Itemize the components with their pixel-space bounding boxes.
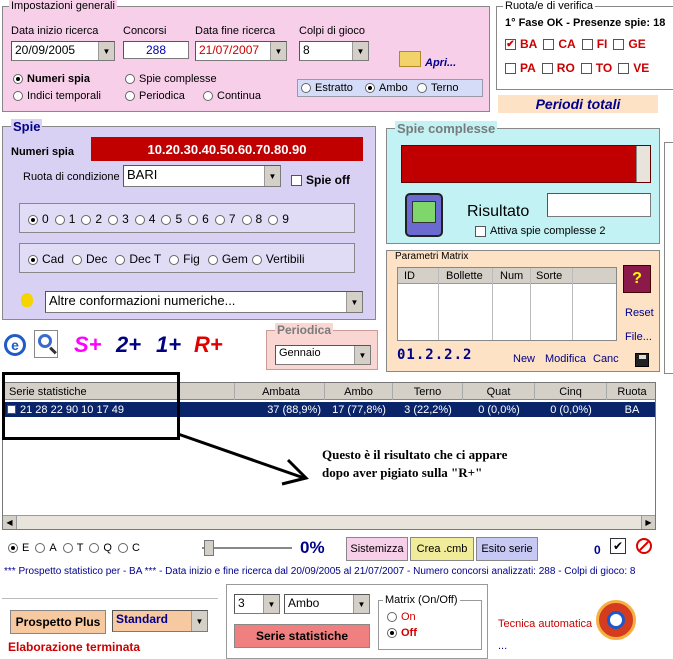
attiva-label: Attiva spie complesse 2 — [490, 225, 606, 237]
sorte-terno[interactable] — [417, 82, 459, 94]
spie-complesse-title: Spie complesse — [397, 121, 496, 136]
modifica-button[interactable]: Modifica — [545, 353, 586, 365]
mode-label: Dec — [86, 252, 108, 266]
mode-label: Cad — [42, 252, 65, 266]
standard-select[interactable] — [112, 610, 208, 632]
spie-off-label: Spie off — [306, 173, 350, 187]
data-inizio-field[interactable] — [11, 41, 115, 61]
two-plus-button[interactable]: 2+ — [116, 332, 142, 357]
one-plus-button[interactable]: 1+ — [156, 332, 182, 357]
s-plus-button[interactable]: S+ — [74, 332, 102, 357]
serie-value: 21 28 22 90 10 17 49 — [20, 403, 124, 416]
ruota-title: Ruota/e di verifica — [505, 0, 594, 12]
row-terno: 3 (22,2%) — [404, 403, 452, 416]
mode-label: Indici temporali — [27, 90, 101, 102]
col-ruota[interactable]: Ruota — [617, 385, 647, 398]
matrix-header: Num — [500, 270, 524, 282]
radio-icon[interactable] — [365, 83, 375, 93]
apri-button[interactable]: Apri... — [425, 57, 457, 69]
col-serie[interactable]: Serie statistiche — [3, 383, 235, 400]
radio-icon[interactable] — [417, 83, 427, 93]
checkbox-icon[interactable] — [618, 63, 629, 74]
chevron-down-icon[interactable]: ▼ — [353, 595, 369, 613]
impostazioni-title: Impostazioni generali — [11, 0, 115, 12]
spie-title: Spie — [13, 119, 41, 134]
wheel-label: FI — [596, 37, 608, 51]
digit-label: 0 — [42, 212, 49, 226]
numeri-spia-value[interactable] — [91, 137, 363, 161]
right-edge-frame — [664, 142, 673, 374]
slider-thumb[interactable] — [204, 540, 214, 556]
chevron-down-icon[interactable]: ▼ — [98, 42, 114, 60]
mode-numeri-spia[interactable] — [13, 73, 90, 85]
save-icon[interactable] — [635, 353, 649, 367]
row-cinq: 0 (0,0%) — [550, 403, 592, 416]
mode-indici-temporali[interactable] — [13, 90, 101, 102]
lightbulb-icon — [21, 293, 33, 307]
wheel-label: GE — [628, 37, 646, 51]
mode-continua[interactable] — [203, 90, 261, 102]
elaborazione-status: Elaborazione terminata — [8, 640, 141, 654]
radio-icon[interactable] — [161, 215, 171, 225]
data-fine-value: 21/07/2007 — [199, 43, 260, 57]
target-icon[interactable] — [596, 600, 636, 640]
wheel-label: PA — [520, 61, 536, 75]
digit-label: 9 — [282, 212, 289, 226]
col-quat[interactable]: Quat — [463, 383, 535, 400]
search-icon[interactable] — [34, 330, 58, 358]
wheel-label: CA — [558, 37, 576, 51]
esito-serie-button[interactable]: Esito serie — [476, 537, 538, 561]
sistemizza-button[interactable]: Sistemizza — [346, 537, 408, 561]
matrix-onoff-title: Matrix (On/Off) — [385, 594, 458, 606]
sorte-label: Terno — [431, 82, 459, 94]
chevron-down-icon[interactable]: ▼ — [346, 292, 362, 312]
num-value: 3 — [238, 596, 245, 610]
col-ambata[interactable]: Ambata — [235, 383, 325, 400]
spie-complesse-panel — [386, 121, 660, 244]
conformazioni-select[interactable] — [45, 291, 363, 313]
pda-icon — [405, 193, 443, 237]
periodica-select[interactable] — [275, 345, 371, 365]
mode-label: Vertibili — [265, 252, 305, 266]
radio-icon[interactable] — [28, 255, 38, 265]
checkbox-icon[interactable] — [581, 63, 592, 74]
wheel-label: TO — [595, 61, 613, 75]
radio-icon[interactable] — [118, 543, 128, 553]
mode-spie-complesse[interactable] — [125, 73, 217, 85]
radio-icon[interactable] — [28, 215, 38, 225]
radio-icon[interactable] — [252, 255, 262, 265]
ruota-condizione-select[interactable] — [123, 165, 281, 187]
radio-icon[interactable] — [63, 543, 73, 553]
tecnica-label: Tecnica automatica — [498, 618, 593, 630]
wheel-label: VE — [633, 61, 650, 75]
tecnica-dots: ... — [498, 640, 508, 652]
annotation-line-2: dopo aver pigiato sulla "R+" — [322, 465, 483, 480]
periodica-title: Periodica — [277, 323, 332, 337]
prospetto-plus-button[interactable]: Prospetto Plus — [10, 610, 106, 634]
mode-periodica[interactable] — [125, 90, 185, 102]
help-book-icon[interactable]: ? — [623, 265, 651, 293]
concorsi-label: Concorsi — [123, 25, 167, 37]
matrix-panel — [386, 250, 660, 372]
colpi-value: 8 — [303, 43, 310, 57]
horizontal-scrollbar[interactable] — [3, 515, 655, 529]
sorte-letter: C — [131, 542, 140, 554]
data-inizio-value: 20/09/2005 — [15, 43, 76, 57]
data-fine-field[interactable] — [195, 41, 287, 61]
on-label: On — [401, 611, 416, 623]
folder-icon[interactable] — [399, 51, 421, 67]
standard-value: Standard — [116, 612, 169, 626]
checkbox-icon[interactable] — [582, 39, 593, 50]
digit-label: 7 — [228, 212, 236, 226]
radio-icon[interactable] — [8, 543, 18, 553]
radio-icon[interactable] — [81, 215, 91, 225]
sorte-letter: Q — [103, 542, 112, 554]
sorte-radio-row — [8, 542, 140, 554]
colpi-label: Colpi di gioco — [299, 25, 366, 37]
digit-label: 5 — [175, 212, 183, 226]
mode-label: Numeri spia — [27, 73, 90, 85]
radio-icon[interactable] — [135, 215, 145, 225]
risultato-label: Risultato — [467, 203, 530, 220]
scroll-right-icon[interactable]: ▶ — [641, 516, 655, 529]
chevron-down-icon[interactable]: ▼ — [354, 346, 370, 364]
matrix-title: Parametri Matrix — [395, 251, 469, 262]
file-button[interactable]: File... — [625, 331, 652, 343]
sorte-ambo[interactable] — [365, 82, 408, 94]
new-button[interactable]: New — [513, 353, 536, 365]
concorsi-field[interactable] — [123, 41, 189, 59]
counter-value: 0 — [594, 543, 601, 557]
spie-complesse-input[interactable] — [401, 145, 651, 183]
num-select[interactable] — [234, 594, 280, 614]
annotation-arrow — [176, 422, 326, 492]
checkbox-icon[interactable] — [291, 175, 302, 186]
sorte-label: Ambo — [379, 82, 408, 94]
radio-icon[interactable] — [89, 543, 99, 553]
radio-icon[interactable] — [203, 91, 213, 101]
radio-icon[interactable] — [125, 91, 135, 101]
digit-label: 3 — [122, 212, 129, 226]
digits-group — [19, 203, 355, 233]
data-fine-label: Data fine ricerca — [195, 25, 276, 37]
wheels-row-2 — [505, 61, 649, 75]
sorte-label: Estratto — [315, 82, 353, 94]
periodica-value: Gennaio — [279, 347, 321, 359]
radio-icon[interactable] — [13, 91, 23, 101]
radio-icon[interactable] — [108, 215, 118, 225]
row-ambo: 17 (77,8%) — [332, 403, 386, 416]
wheel-label: BA — [520, 37, 538, 51]
spie-off-checkbox[interactable] — [291, 173, 350, 187]
conformazioni-value: Altre conformazioni numeriche... — [49, 293, 236, 308]
r-plus-button[interactable]: R+ — [194, 332, 223, 357]
mode-label: Continua — [217, 90, 262, 102]
info-text: *** Prospetto statistico per - BA *** - Data inizio e fine ricerca dal 20/09/2005 al 21/07/2007 - Numero concorsi analizzati: 288 - Colpi di gioco: 8 — [4, 566, 636, 577]
radio-icon[interactable] — [387, 612, 397, 622]
radio-icon[interactable] — [301, 83, 311, 93]
matrix-grid[interactable] — [397, 267, 617, 341]
progress-slider[interactable] — [202, 540, 292, 556]
serie-statistiche-button[interactable]: Serie statistiche — [234, 624, 370, 648]
row-quat: 0 (0,0%) — [478, 403, 520, 416]
row-ambata: 37 (88,9%) — [267, 403, 321, 416]
mode-label: Fig — [183, 252, 200, 266]
progress-percent: 0% — [300, 538, 325, 557]
chevron-down-icon[interactable]: ▼ — [270, 42, 286, 60]
scroll-left-icon[interactable]: ◀ — [3, 516, 17, 529]
sorte-letter: A — [49, 542, 57, 554]
radio-icon[interactable] — [169, 255, 179, 265]
chevron-down-icon[interactable]: ▼ — [263, 595, 279, 613]
digit-label: 1 — [68, 212, 76, 226]
radio-icon[interactable] — [242, 215, 252, 225]
radio-icon[interactable] — [188, 215, 198, 225]
digit-label: 4 — [148, 212, 156, 226]
digit-label: 6 — [202, 212, 209, 226]
mode-label: Gem — [221, 252, 248, 266]
numeri-spia-label: Numeri spia — [11, 146, 74, 158]
chevron-down-icon[interactable]: ▼ — [352, 42, 368, 60]
browser-icon[interactable]: e — [4, 334, 26, 356]
matrix-header: Bollette — [446, 270, 483, 282]
data-inizio-label: Data inizio ricerca — [11, 25, 99, 37]
matrix-header: Sorte — [536, 270, 563, 282]
checkbox-icon[interactable]: ✔ — [506, 39, 515, 51]
ruota-panel — [496, 0, 673, 90]
impostazioni-panel — [2, 0, 490, 112]
radio-icon[interactable] — [13, 74, 23, 84]
reset-button[interactable]: Reset — [625, 307, 654, 319]
sorte-letter: E — [22, 542, 30, 554]
sorte-estratto[interactable] — [301, 82, 353, 94]
mode-label: Dec T — [129, 252, 162, 266]
annotation-line-1: Questo è il risultato che ci appare — [322, 447, 508, 462]
matrix-sequence: 01.2.2.2 — [397, 347, 473, 363]
matrix-header: ID — [404, 270, 415, 282]
matrix-onoff-group — [378, 594, 482, 650]
mode-label: Spie complesse — [139, 73, 217, 85]
digit-label: 8 — [255, 212, 263, 226]
radio-icon[interactable] — [72, 255, 82, 265]
col-terno[interactable]: Terno — [393, 383, 463, 400]
highlight-box — [2, 372, 180, 440]
digit-label: 2 — [95, 212, 103, 226]
row-ruota: BA — [624, 403, 640, 416]
radio-icon[interactable] — [387, 628, 397, 638]
sorte-select[interactable] — [284, 594, 370, 614]
checkbox-icon[interactable] — [613, 39, 624, 50]
radio-icon[interactable] — [55, 215, 65, 225]
sorte-letter: T — [76, 542, 84, 554]
periodica-panel — [266, 323, 378, 370]
ruota-status: 1° Fase OK - Presenze spie: 18 — [505, 17, 666, 29]
modes-group — [19, 243, 355, 273]
col-ambo[interactable]: Ambo — [325, 383, 393, 400]
chevron-down-icon[interactable]: ▼ — [264, 166, 280, 186]
checkbox-icon[interactable] — [475, 226, 486, 237]
checkbox-icon[interactable] — [505, 63, 516, 74]
ruota-condizione-value: BARI — [127, 167, 158, 182]
concorsi-value: 288 — [145, 43, 167, 57]
wheel-label: RO — [556, 61, 575, 75]
matrix-on[interactable] — [387, 611, 416, 623]
scrollbar[interactable] — [636, 146, 650, 182]
spie-panel — [2, 119, 376, 320]
crea-cmb-button[interactable]: Crea .cmb — [410, 537, 474, 561]
radio-icon[interactable] — [115, 255, 125, 265]
ruota-condizione-label: Ruota di condizione — [23, 171, 120, 183]
matrix-off[interactable] — [387, 627, 417, 639]
mode-label: Periodica — [139, 90, 185, 102]
colpi-select[interactable] — [299, 41, 369, 61]
check-icon[interactable]: ✔ — [610, 538, 626, 554]
radio-icon[interactable] — [208, 255, 218, 265]
no-entry-icon[interactable] — [636, 538, 652, 554]
checkbox-icon[interactable] — [542, 63, 553, 74]
off-label: Off — [401, 627, 417, 639]
attiva-checkbox[interactable] — [475, 225, 606, 237]
numeri-spia-text: 10.20.30.40.50.60.70.80.90 — [147, 141, 307, 157]
col-cinq[interactable]: Cinq — [535, 383, 607, 400]
periodi-totali-button[interactable]: Periodi totali — [498, 95, 658, 113]
radio-icon[interactable] — [268, 215, 278, 225]
annotation-note — [322, 444, 572, 506]
checkbox-icon[interactable] — [543, 39, 554, 50]
canc-button[interactable]: Canc — [593, 353, 619, 365]
radio-icon[interactable] — [215, 215, 225, 225]
radio-icon[interactable] — [35, 543, 45, 553]
wheels-row-1 — [505, 37, 646, 51]
sorte-value: Ambo — [288, 596, 320, 610]
chevron-down-icon[interactable]: ▼ — [191, 611, 207, 631]
radio-icon[interactable] — [125, 74, 135, 84]
risultato-field[interactable] — [547, 193, 651, 217]
